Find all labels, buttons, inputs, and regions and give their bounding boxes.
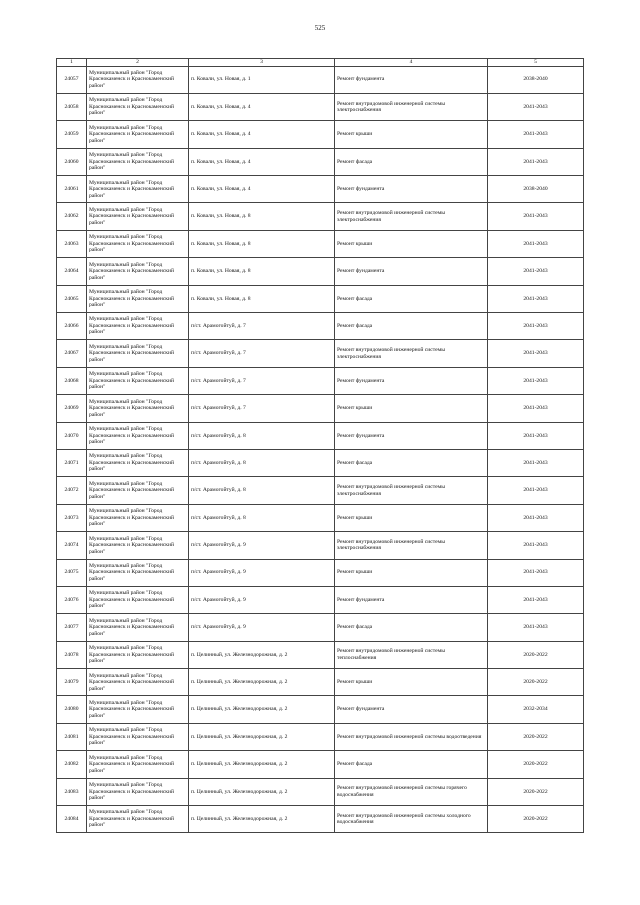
address-cell: п. Целинный, ул. Железнодорожная, д. 2: [189, 669, 335, 696]
work-type-cell: Ремонт фасада: [335, 614, 488, 641]
table-row: [57, 121, 584, 148]
row-number-cell: 24061: [57, 176, 87, 203]
row-number-cell: 24076: [57, 586, 87, 613]
period-cell: 2020-2022: [488, 641, 584, 668]
address-cell: п/ст. Арамогойтуй, д. 7: [189, 367, 335, 394]
work-type-cell: Ремонт фундамента: [335, 422, 488, 449]
period-cell: 2041-2043: [488, 313, 584, 340]
row-number-cell: 24074: [57, 532, 87, 559]
municipality-cell: Муниципальный район "Город Краснокаменск и Краснокаменский район": [87, 258, 189, 285]
address-cell: п. Ковали, ул. Новая, д. 1: [189, 66, 335, 93]
period-cell: 2041-2043: [488, 148, 584, 175]
table-body: [57, 59, 584, 833]
row-number-cell: 24075: [57, 559, 87, 586]
row-number-cell: 24073: [57, 504, 87, 531]
table-row: [57, 313, 584, 340]
period-cell: 2041-2043: [488, 532, 584, 559]
work-type-cell: Ремонт внутридомовой инженерной системы горячего водоснабжения: [335, 778, 488, 805]
row-number-cell: 24058: [57, 93, 87, 120]
municipality-cell: Муниципальный район "Город Краснокаменск и Краснокаменский район": [87, 66, 189, 93]
work-type-cell: Ремонт фасада: [335, 751, 488, 778]
row-number-cell: 24071: [57, 449, 87, 476]
municipality-cell: Муниципальный район "Город Краснокаменск и Краснокаменский район": [87, 559, 189, 586]
address-cell: п/ст. Арамогойтуй, д. 9: [189, 532, 335, 559]
period-cell: 2041-2043: [488, 586, 584, 613]
period-cell: 2041-2043: [488, 504, 584, 531]
work-type-cell: Ремонт внутридомовой инженерной системы холодного водоснабжения: [335, 806, 488, 833]
row-number-cell: 24057: [57, 66, 87, 93]
period-cell: 2041-2043: [488, 614, 584, 641]
municipality-cell: Муниципальный район "Город Краснокаменск и Краснокаменский район": [87, 449, 189, 476]
work-type-cell: Ремонт внутридомовой инженерной системы теплоснабжения: [335, 641, 488, 668]
repair-schedule-table: [56, 58, 584, 833]
address-cell: п/ст. Арамогойтуй, д. 7: [189, 340, 335, 367]
municipality-cell: Муниципальный район "Город Краснокаменск и Краснокаменский район": [87, 778, 189, 805]
address-cell: п/ст. Арамогойтуй, д. 9: [189, 586, 335, 613]
period-cell: 2020-2022: [488, 778, 584, 805]
table-row: [57, 449, 584, 476]
address-cell: п. Целинный, ул. Железнодорожная, д. 2: [189, 723, 335, 750]
work-type-cell: Ремонт фасада: [335, 449, 488, 476]
municipality-cell: Муниципальный район "Город Краснокаменск и Краснокаменский район": [87, 340, 189, 367]
municipality-cell: Муниципальный район "Город Краснокаменск и Краснокаменский район": [87, 806, 189, 833]
header-cell-3: 3: [189, 59, 335, 67]
table-row: [57, 723, 584, 750]
municipality-cell: Муниципальный район "Город Краснокаменск и Краснокаменский район": [87, 504, 189, 531]
work-type-cell: Ремонт фасада: [335, 313, 488, 340]
period-cell: 2041-2043: [488, 367, 584, 394]
period-cell: 2020-2022: [488, 669, 584, 696]
address-cell: п. Ковали, ул. Новая, д. 4: [189, 176, 335, 203]
municipality-cell: Муниципальный район "Город Краснокаменск и Краснокаменский район": [87, 285, 189, 312]
period-cell: 2038-2040: [488, 66, 584, 93]
municipality-cell: Муниципальный район "Город Краснокаменск и Краснокаменский район": [87, 121, 189, 148]
address-cell: п/ст. Арамогойтуй, д. 9: [189, 559, 335, 586]
work-type-cell: Ремонт крыши: [335, 559, 488, 586]
period-cell: 2020-2022: [488, 751, 584, 778]
table-row: [57, 395, 584, 422]
header-cell-5: 5: [488, 59, 584, 67]
period-cell: 2041-2043: [488, 93, 584, 120]
address-cell: п. Ковали, ул. Новая, д. 8: [189, 258, 335, 285]
header-cell-1: 1: [57, 59, 87, 67]
municipality-cell: Муниципальный район "Город Краснокаменск и Краснокаменский район": [87, 723, 189, 750]
municipality-cell: Муниципальный район "Город Краснокаменск и Краснокаменский район": [87, 93, 189, 120]
row-number-cell: 24084: [57, 806, 87, 833]
period-cell: 2041-2043: [488, 477, 584, 504]
work-type-cell: Ремонт крыши: [335, 121, 488, 148]
table-row: [57, 258, 584, 285]
row-number-cell: 24083: [57, 778, 87, 805]
address-cell: п. Ковали, ул. Новая, д. 4: [189, 93, 335, 120]
row-number-cell: 24082: [57, 751, 87, 778]
municipality-cell: Муниципальный район "Город Краснокаменск и Краснокаменский район": [87, 230, 189, 257]
address-cell: п. Ковали, ул. Новая, д. 8: [189, 230, 335, 257]
row-number-cell: 24081: [57, 723, 87, 750]
row-number-cell: 24072: [57, 477, 87, 504]
municipality-cell: Муниципальный район "Город Краснокаменск и Краснокаменский район": [87, 176, 189, 203]
table-row: [57, 696, 584, 723]
period-cell: 2032-2034: [488, 696, 584, 723]
address-cell: п. Ковали, ул. Новая, д. 4: [189, 121, 335, 148]
period-cell: 2041-2043: [488, 203, 584, 230]
table-row: [57, 559, 584, 586]
municipality-cell: Муниципальный район "Город Краснокаменск и Краснокаменский район": [87, 669, 189, 696]
work-type-cell: Ремонт фундамента: [335, 176, 488, 203]
table-row: [57, 532, 584, 559]
period-cell: 2020-2022: [488, 723, 584, 750]
municipality-cell: Муниципальный район "Город Краснокаменск и Краснокаменский район": [87, 148, 189, 175]
table-row: [57, 669, 584, 696]
municipality-cell: Муниципальный район "Город Краснокаменск и Краснокаменский район": [87, 586, 189, 613]
table-row: [57, 751, 584, 778]
table-row: [57, 93, 584, 120]
row-number-cell: 24068: [57, 367, 87, 394]
address-cell: п. Ковали, ул. Новая, д. 4: [189, 148, 335, 175]
period-cell: 2041-2043: [488, 340, 584, 367]
table-row: [57, 614, 584, 641]
municipality-cell: Муниципальный район "Город Краснокаменск и Краснокаменский район": [87, 532, 189, 559]
address-cell: п/ст. Арамогойтуй, д. 8: [189, 422, 335, 449]
header-cell-2: 2: [87, 59, 189, 67]
address-cell: п. Целинный, ул. Железнодорожная, д. 2: [189, 778, 335, 805]
table-row: [57, 504, 584, 531]
row-number-cell: 24077: [57, 614, 87, 641]
table-row: [57, 340, 584, 367]
period-cell: 2041-2043: [488, 230, 584, 257]
table-row: [57, 203, 584, 230]
municipality-cell: Муниципальный район "Город Краснокаменск и Краснокаменский район": [87, 395, 189, 422]
address-cell: п. Ковали, ул. Новая, д. 8: [189, 203, 335, 230]
table-row: [57, 66, 584, 93]
address-cell: п. Целинный, ул. Железнодорожная, д. 2: [189, 696, 335, 723]
table-row: [57, 367, 584, 394]
row-number-cell: 24063: [57, 230, 87, 257]
table-row: [57, 641, 584, 668]
period-cell: 2041-2043: [488, 422, 584, 449]
work-type-cell: Ремонт внутридомовой инженерной системы электроснабжения: [335, 477, 488, 504]
period-cell: 2041-2043: [488, 285, 584, 312]
municipality-cell: Муниципальный район "Город Краснокаменск и Краснокаменский район": [87, 367, 189, 394]
work-type-cell: Ремонт фасада: [335, 285, 488, 312]
address-cell: п. Целинный, ул. Железнодорожная, д. 2: [189, 641, 335, 668]
table-header-row: [57, 59, 584, 67]
municipality-cell: Муниципальный район "Город Краснокаменск и Краснокаменский район": [87, 477, 189, 504]
table-row: [57, 778, 584, 805]
municipality-cell: Муниципальный район "Город Краснокаменск и Краснокаменский район": [87, 203, 189, 230]
address-cell: п. Целинный, ул. Железнодорожная, д. 2: [189, 806, 335, 833]
page-number: 525: [314, 24, 326, 32]
row-number-cell: 24069: [57, 395, 87, 422]
work-type-cell: Ремонт фундамента: [335, 367, 488, 394]
work-type-cell: Ремонт внутридомовой инженерной системы электроснабжения: [335, 203, 488, 230]
period-cell: 2041-2043: [488, 395, 584, 422]
address-cell: п/ст. Арамогойтуй, д. 8: [189, 449, 335, 476]
address-cell: п/ст. Арамогойтуй, д. 8: [189, 504, 335, 531]
work-type-cell: Ремонт внутридомовой инженерной системы водоотведения: [335, 723, 488, 750]
work-type-cell: Ремонт крыши: [335, 504, 488, 531]
period-cell: 2038-2040: [488, 176, 584, 203]
address-cell: п/ст. Арамогойтуй, д. 7: [189, 313, 335, 340]
work-type-cell: Ремонт внутридомовой инженерной системы электроснабжения: [335, 532, 488, 559]
municipality-cell: Муниципальный район "Город Краснокаменск и Краснокаменский район": [87, 422, 189, 449]
address-cell: п. Ковали, ул. Новая, д. 8: [189, 285, 335, 312]
municipality-cell: Муниципальный район "Город Краснокаменск и Краснокаменский район": [87, 751, 189, 778]
period-cell: 2041-2043: [488, 449, 584, 476]
municipality-cell: Муниципальный район "Город Краснокаменск и Краснокаменский район": [87, 614, 189, 641]
row-number-cell: 24060: [57, 148, 87, 175]
table-row: [57, 285, 584, 312]
municipality-cell: Муниципальный район "Город Краснокаменск и Краснокаменский район": [87, 641, 189, 668]
work-type-cell: Ремонт внутридомовой инженерной системы электроснабжения: [335, 340, 488, 367]
work-type-cell: Ремонт фундамента: [335, 696, 488, 723]
row-number-cell: 24059: [57, 121, 87, 148]
work-type-cell: Ремонт крыши: [335, 669, 488, 696]
row-number-cell: 24062: [57, 203, 87, 230]
table-row: [57, 806, 584, 833]
row-number-cell: 24080: [57, 696, 87, 723]
address-cell: п/ст. Арамогойтуй, д. 7: [189, 395, 335, 422]
row-number-cell: 24070: [57, 422, 87, 449]
work-type-cell: Ремонт крыши: [335, 395, 488, 422]
row-number-cell: 24078: [57, 641, 87, 668]
municipality-cell: Муниципальный район "Город Краснокаменск и Краснокаменский район": [87, 313, 189, 340]
table-row: [57, 586, 584, 613]
table-row: [57, 176, 584, 203]
row-number-cell: 24067: [57, 340, 87, 367]
row-number-cell: 24064: [57, 258, 87, 285]
table-row: [57, 477, 584, 504]
work-type-cell: Ремонт крыши: [335, 230, 488, 257]
row-number-cell: 24079: [57, 669, 87, 696]
work-type-cell: Ремонт фундамента: [335, 258, 488, 285]
period-cell: 2020-2022: [488, 806, 584, 833]
table-row: [57, 148, 584, 175]
municipality-cell: Муниципальный район "Город Краснокаменск и Краснокаменский район": [87, 696, 189, 723]
period-cell: 2041-2043: [488, 121, 584, 148]
period-cell: 2041-2043: [488, 559, 584, 586]
work-type-cell: Ремонт фасада: [335, 148, 488, 175]
row-number-cell: 24066: [57, 313, 87, 340]
period-cell: 2041-2043: [488, 258, 584, 285]
table-row: [57, 230, 584, 257]
work-type-cell: Ремонт внутридомовой инженерной системы электроснабжения: [335, 93, 488, 120]
address-cell: п/ст. Арамогойтуй, д. 8: [189, 477, 335, 504]
header-cell-4: 4: [335, 59, 488, 67]
address-cell: п/ст. Арамогойтуй, д. 9: [189, 614, 335, 641]
work-type-cell: Ремонт фундамента: [335, 66, 488, 93]
table-row: [57, 422, 584, 449]
row-number-cell: 24065: [57, 285, 87, 312]
work-type-cell: Ремонт фундамента: [335, 586, 488, 613]
address-cell: п. Целинный, ул. Железнодорожная, д. 2: [189, 751, 335, 778]
